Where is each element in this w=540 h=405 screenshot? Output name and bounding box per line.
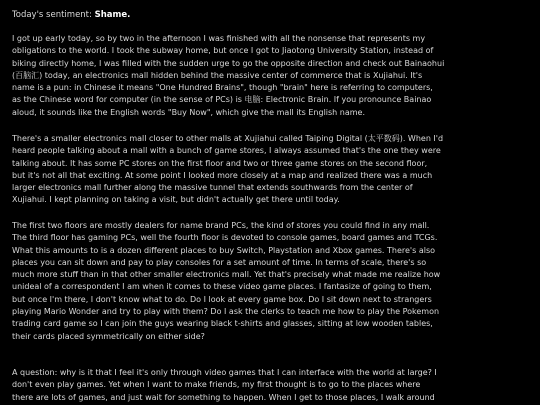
paragraph-line: their cards placed symmetrically on either side? bbox=[12, 331, 205, 341]
paragraph-line: biking directly home, I was filled with the sudden urge to go the opposite direction and check out Bainaohui bbox=[12, 58, 445, 68]
paragraph-line: heard people talking about a mall with a bunch of game stores, I always assumed that's the one they were bbox=[12, 146, 441, 156]
sentiment-line bbox=[12, 9, 130, 21]
paragraph-line: don't even play games. Yet when I want to make friends, my first thought is to go to the places where bbox=[12, 380, 421, 390]
paragraph-line: Xujiahui. I kept planning on taking a visit, but didn't actually get there until today. bbox=[12, 195, 340, 205]
paragraph-line: The third floor has gaming PCs, well the fourth floor is devoted to console games, board games and TCGs. bbox=[12, 233, 438, 243]
paragraph-line: larger electronics mall further along the massive tunnel that extends southwards from the center of bbox=[12, 183, 413, 193]
paragraph-line: but once I'm there, I don't know what to do. Do I look at every game box. Do I sit down next to strangers bbox=[12, 294, 432, 304]
paragraph-line: A question: why is it that I feel it's only through video games that I can interface with the world at large? I bbox=[12, 368, 437, 377]
paragraph-line: The first two floors are mostly dealers for name brand PCs, the kind of stores you could find in any mall. bbox=[12, 221, 430, 230]
paragraph-line: obligations to the world. I took the subway home, but once I got to Jiaotong University Station, instead of bbox=[12, 46, 434, 56]
paragraph-line: talking about. It has some PC stores on the first floor and two or three game stores on the second floor, bbox=[12, 158, 428, 168]
article-page bbox=[12, 0, 532, 405]
paragraph-line: I got up early today, so by two in the afternoon I was finished with all the nonsense that represents my bbox=[12, 34, 426, 43]
paragraph-line: unideal of a correspondent I am when it comes to these video game places. I fantasize of going to them, bbox=[12, 282, 432, 292]
paragraph-3 bbox=[12, 220, 532, 343]
paragraph-line: (百脑汇) today, an electronics mall hidden behind the massive center of commerce that is Xujiahui. It's bbox=[12, 70, 423, 80]
paragraph-line: trading card game so I can join the guys wearing black t-shirts and glasses, sitting at low wooden tables, bbox=[12, 319, 433, 329]
paragraph-2 bbox=[12, 133, 532, 207]
paragraph-line: but it's not all that exciting. At some point I looked more closely at a map and realized there was a much bbox=[12, 170, 433, 180]
paragraph-line: name is a pun: in Chinese it means "One Hundred Brains", though "brain" here is referring to computers, bbox=[12, 83, 433, 93]
paragraph-line: much more stuff than in that other smaller electronics mall. Yet that's precisely what made me realize how bbox=[12, 270, 441, 280]
paragraph-line: as the Chinese word for computer (in the sense of PCs) is 电脑: Electronic Brain. If you pronounce Bainao bbox=[12, 95, 432, 105]
paragraph-line: playing Mario Wonder and try to play with them? Do I ask the clerks to teach me how to play the Pokemon bbox=[12, 307, 440, 317]
paragraph-4 bbox=[12, 367, 532, 404]
paragraph-line: What this amounts to is a dozen different places to buy Switch, Playstation and Xbox games. There's also bbox=[12, 245, 436, 255]
paragraph-1 bbox=[12, 33, 532, 119]
paragraph-line: places you can sit down and pay to play consoles for a set amount of time. In terms of scale, there's so bbox=[12, 257, 427, 267]
sentiment-value: Shame. bbox=[94, 10, 131, 20]
paragraph-line: aloud, it sounds like the English words "Buy Now", which give the mall its English name. bbox=[12, 107, 366, 117]
paragraph-line: There's a smaller electronics mall closer to other malls at Xujiahui called Taiping Digital (太平数码). When I'd bbox=[12, 134, 444, 143]
sentiment-label: Today's sentiment: bbox=[12, 10, 92, 20]
paragraph-line: there are lots of games, and just wait for something to happen. When I get to those places, I walk around bbox=[12, 392, 435, 402]
